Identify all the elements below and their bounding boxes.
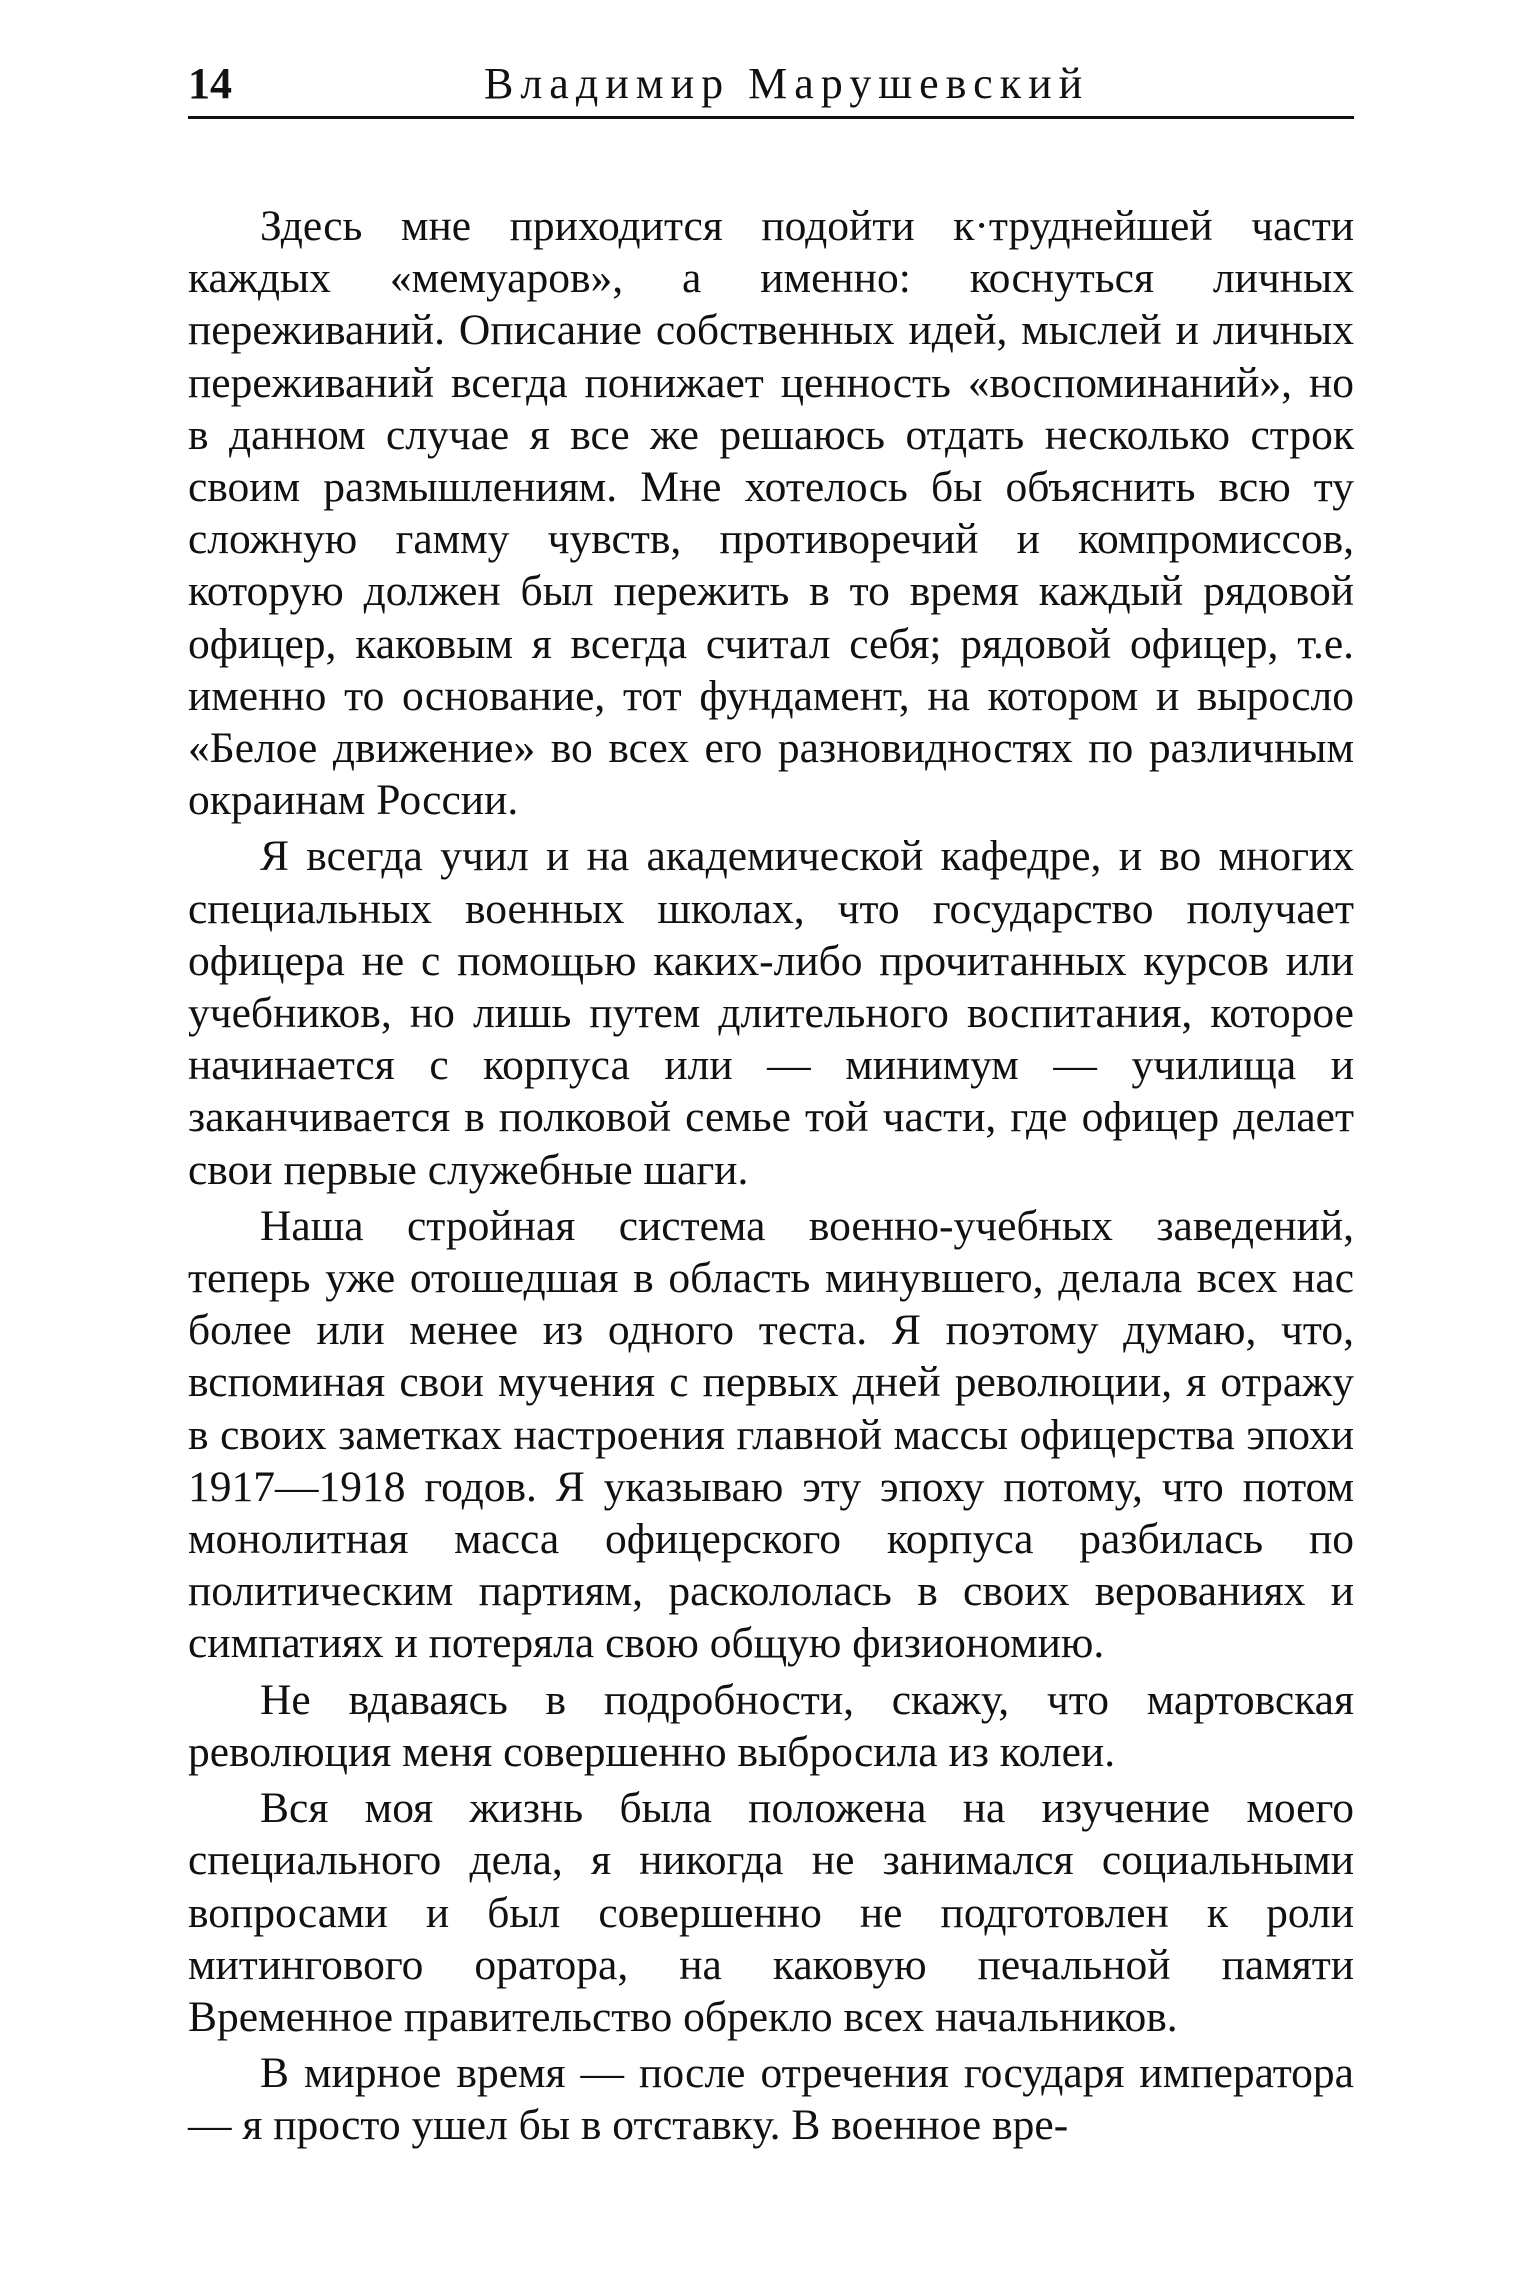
paragraph: Не вдаваясь в подробности, скажу, что мартовская революция меня совершенно выбросила из колеи. (188, 1675, 1354, 1776)
book-page (188, 54, 1354, 2156)
body-text (188, 200, 1354, 2152)
paragraph: Вся моя жизнь была положена на изучение моего специального дела, я никогда не занимался социальными вопросами и был совершенно не подготовлен к роли митингового оратора, на каковую печальной памяти Временное правительство обрекло всех начальников. (188, 1784, 1354, 2041)
page-header (188, 54, 1354, 120)
running-title: Владимир Марушевский (484, 59, 1090, 108)
paragraph: Я всегда учил и на академической кафедре, и во многих специальных военных школах, что государство получает офицера не с помощью каких-либо прочитанных курсов или учебников, но лишь путем длительного воспитания, которое начинается с корпуса или — минимум — училища и заканчивается в полковой семье той части, где офицер делает свои первые служебные шаги. (188, 832, 1354, 1194)
paragraph: Здесь мне приходится подойти к·труднейшей части каждых «мемуаров», а именно: коснуться личных переживаний. Описание собственных идей, мыслей и личных переживаний всегда понижает ценность «воспоминаний», но в данном случае я все же решаюсь отдать несколько строк своим размышлениям. Мне хотелось бы объяснить всю ту сложную гамму чувств, противоречий и компромиссов, которую должен был пережить в то время каждый рядовой офицер, каковым я всегда считал себя; рядовой офицер, т.е. именно то основание, тот фундамент, на котором и выросло «Белое движение» во всех его разновидностях по различным окраинам России. (188, 202, 1354, 825)
page-number: 14 (188, 59, 232, 108)
paragraph: Наша стройная система военно-учебных заведений, теперь уже отошедшая в область минувшего, делала всех нас более или менее из одного теста. Я поэтому думаю, что, вспоминая свои мучения с первых дней революции, я отражу в своих заметках настроения главной массы офицерства эпохи 1917—1918 годов. Я указываю эту эпоху потому, что потом монолитная масса офицерского корпуса разбилась по политическим партиям, раскололась в своих верованиях и симпатиях и потеряла свою общую физиономию. (188, 1201, 1354, 1668)
header-rule (188, 116, 1354, 119)
paragraph: В мирное время — после отречения государя императора — я просто ушел бы в отставку. В военное вре- (188, 2049, 1354, 2150)
